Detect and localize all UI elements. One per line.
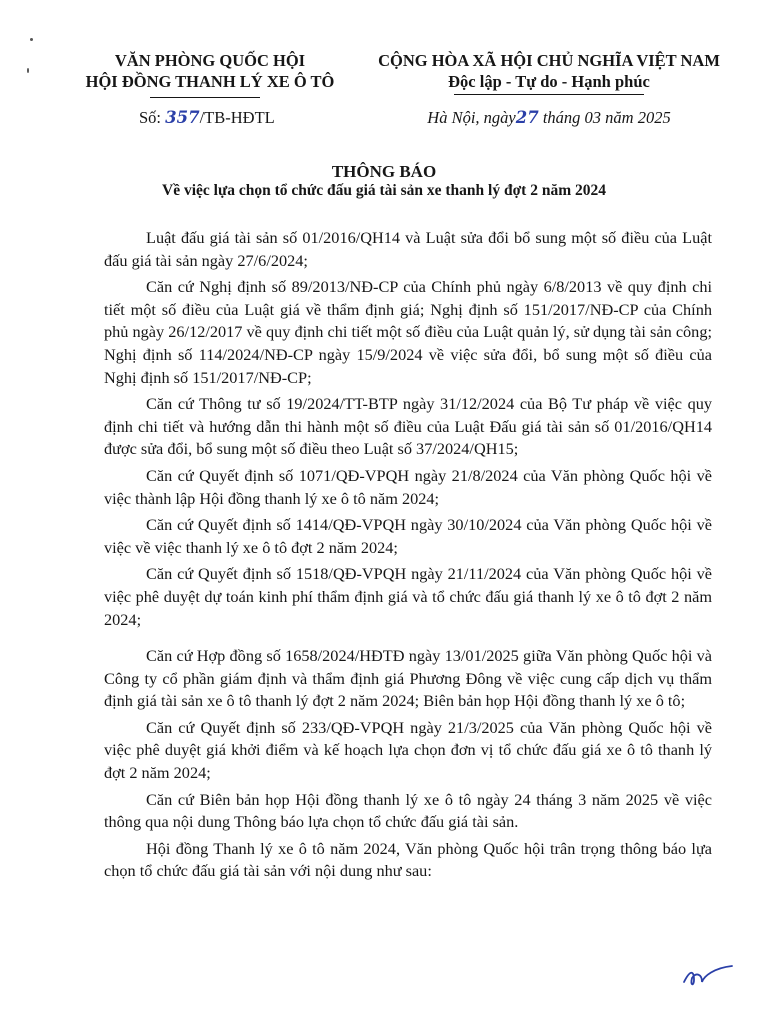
paragraph: Căn cứ Quyết định số 233/QĐ-VPQH ngày 21/3/2025 của Văn phòng Quốc hội về việc phê duyệt giá khởi điểm và kế hoạch lựa chọn đơn vị tổ chức đấu giá xe ô tô thanh lý đợt 2 năm 2024; <box>104 717 712 783</box>
document-subtitle: Về việc lựa chọn tổ chức đấu giá tài sản xe thanh lý đợt 2 năm 2024 <box>162 182 606 199</box>
document-title: THÔNG BÁO <box>331 162 437 181</box>
paragraph: Căn cứ Nghị định số 89/2013/NĐ-CP của Chính phủ ngày 6/8/2013 về quy định chi tiết một số điều của Luật giá về thẩm định giá; Nghị định số 151/2017/NĐ-CP của Chính phủ ngày 26/12/2017 về quy định chi tiết một số điều của Luật quản lý, sử dụng tài sản công; Nghị định số 114/2024/NĐ-CP ngày 15/9/2024 về việc sửa đổi, bổ sung một số điều của Nghị định số 151/2017/NĐ-CP; <box>104 277 712 387</box>
paragraph: Luật đấu giá tài sản số 01/2016/QH14 và Luật sửa đổi bổ sung một số điều của Luật đấu giá tài sản ngày 27/6/2024; <box>104 228 712 270</box>
place-suffix: tháng 03 năm 2025 <box>542 108 671 127</box>
scan-speck <box>30 38 33 41</box>
country-name: CỘNG HÒA XÃ HỘI CHỦ NGHĨA VIỆT NAM <box>378 51 720 70</box>
doc-no-suffix: /TB-HĐTL <box>199 108 275 127</box>
initial-signature-icon <box>680 962 740 992</box>
paragraph: Hội đồng Thanh lý xe ô tô năm 2024, Văn phòng Quốc hội trân trọng thông báo lựa chọn tổ chức đấu giá tài sản với nội dung như sau: <box>104 838 712 881</box>
org-underline <box>150 97 260 98</box>
paragraph: Căn cứ Hợp đồng số 1658/2024/HĐTĐ ngày 13/01/2025 giữa Văn phòng Quốc hội và Công ty cổ phần giám định và thẩm định giá Phương Đông về việc cung cấp dịch vụ thẩm định giá tài sản xe ô tô thanh lý đợt 2 năm 2024; Biên bản họp Hội đồng thanh lý xe ô tô; <box>104 646 712 711</box>
scan-speck <box>27 68 29 73</box>
doc-no-handwritten: 357 <box>165 108 200 127</box>
day-handwritten: 27 <box>515 108 539 127</box>
document-number <box>139 108 275 128</box>
issuing-organization <box>70 50 350 92</box>
motto: Độc lập - Tự do - Hạnh phúc <box>448 72 650 91</box>
place-prefix: Hà Nội, ngày <box>427 108 516 127</box>
org-name: VĂN PHÒNG QUỐC HỘI <box>114 51 306 70</box>
paragraph: Căn cứ Thông tư số 19/2024/TT-BTP ngày 31/12/2024 của Bộ Tư pháp về việc quy định chi tiết và hướng dẫn thi hành một số điều của Luật Đấu giá tài sản số 01/2016/QH14 được sửa đổi, bổ sung một số điều theo Luật số 37/2024/QH15; <box>104 394 712 459</box>
council-name: HỘI ĐỒNG THANH LÝ XE Ô TÔ <box>85 72 335 91</box>
paragraph: Căn cứ Quyết định số 1414/QĐ-VPQH ngày 30/10/2024 của Văn phòng Quốc hội về việc về việc thanh lý xe ô tô đợt 2 năm 2024; <box>104 515 712 557</box>
national-motto <box>350 50 748 92</box>
paragraph: Căn cứ Quyết định số 1071/QĐ-VPQH ngày 21/8/2024 của Văn phòng Quốc hội về việc thành lập Hội đồng thanh lý xe ô tô năm 2024; <box>104 465 712 508</box>
paragraph: Căn cứ Quyết định số 1518/QĐ-VPQH ngày 21/11/2024 của Văn phòng Quốc hội về việc phê duyệt dự toán kinh phí thẩm định giá và tổ chức đấu giá thanh lý xe ô tô đợt 2 năm 2024; <box>104 564 712 629</box>
doc-no-label: Số: <box>139 108 162 127</box>
paragraph: Căn cứ Biên bản họp Hội đồng thanh lý xe ô tô ngày 24 tháng 3 năm 2025 về việc thông qua nội dung Thông báo lựa chọn tổ chức đấu giá tài sản. <box>104 789 712 832</box>
place-and-date <box>350 108 748 128</box>
document-body <box>104 227 712 887</box>
